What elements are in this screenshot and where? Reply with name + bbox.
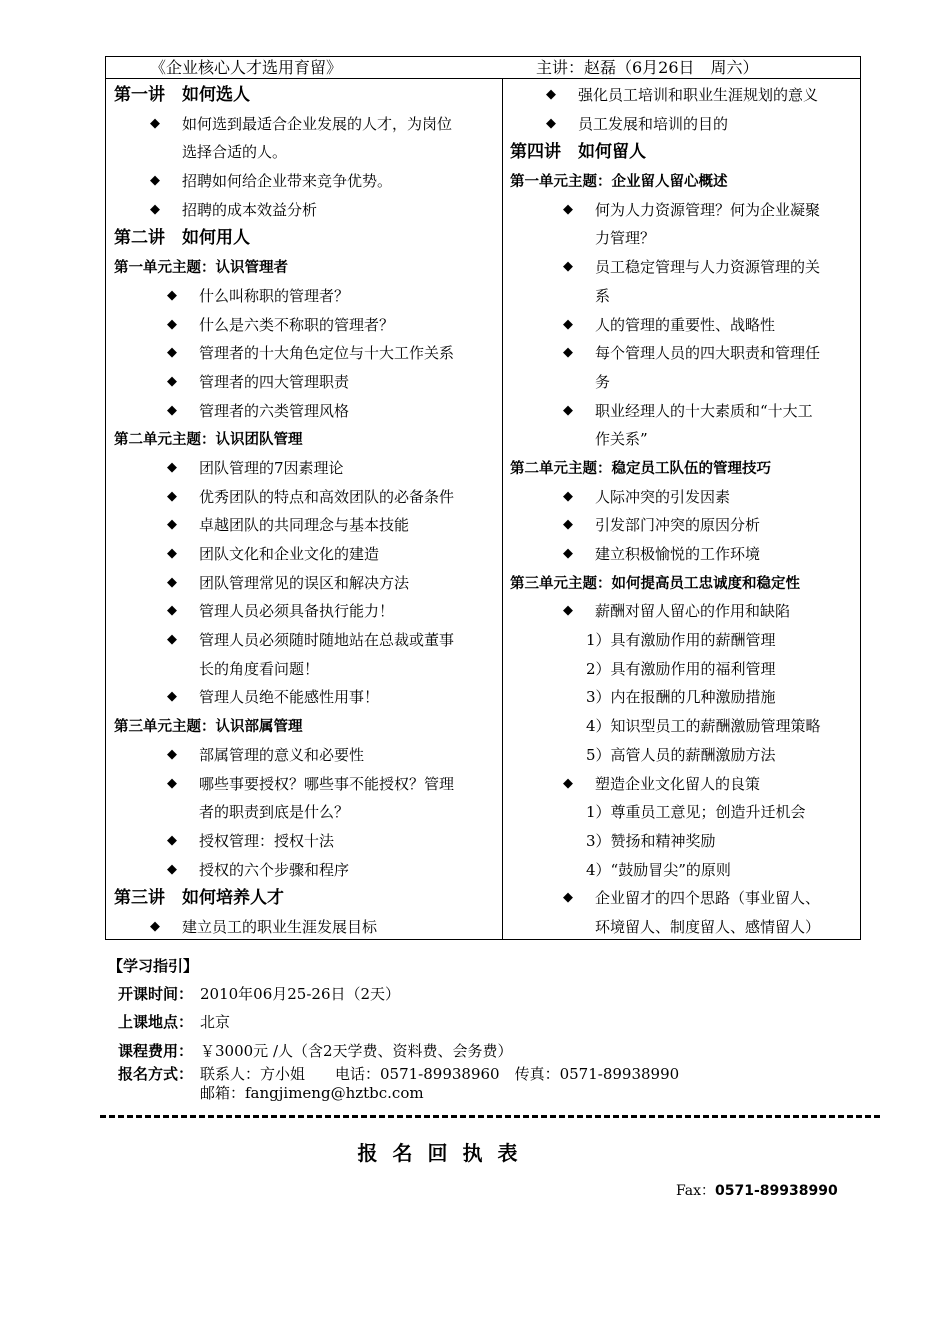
speaker-info: 主讲：赵磊（6月26日 周六）	[536, 58, 759, 77]
list-item	[114, 311, 498, 340]
diamond-bullet-icon: ◆	[167, 746, 177, 762]
diamond-bullet-icon: ◆	[167, 345, 177, 361]
diamond-bullet-icon: ◆	[167, 316, 177, 332]
list-item-text: 团队文化和企业文化的建造	[199, 545, 380, 563]
guide-heading: 【学习指引】	[108, 957, 199, 975]
diamond-bullet-icon: ◆	[167, 459, 177, 475]
list-item-text: 职业经理人的十大素质和“十大工	[595, 401, 813, 420]
diamond-bullet-icon: ◆	[167, 603, 177, 619]
list-item	[114, 454, 498, 483]
list-item	[114, 913, 498, 942]
list-item	[114, 368, 498, 397]
diamond-bullet-icon: ◆	[167, 574, 177, 590]
diamond-bullet-icon: ◆	[167, 775, 177, 791]
list-item	[114, 110, 498, 139]
lecture-title: 第四讲 如何留人	[510, 142, 646, 163]
list-item-text: 招聘如何给企业带来竞争优势。	[182, 172, 393, 191]
list-item-text: 选择合适的人。	[182, 143, 288, 162]
diamond-bullet-icon: ◆	[150, 201, 160, 217]
list-item-continuation	[510, 425, 856, 454]
sub-item-text: 3）赞扬和精神奖励	[586, 831, 716, 850]
sub-item-text: 2）具有激励作用的福利管理	[586, 659, 776, 678]
list-item-text: 何为人力资源管理？何为企业凝聚	[595, 200, 821, 219]
list-item	[510, 770, 856, 799]
list-item-text: 作关系”	[595, 430, 648, 449]
sub-item	[510, 827, 856, 856]
fee-label: 课程费用：	[118, 1042, 194, 1060]
diamond-bullet-icon: ◆	[167, 488, 177, 504]
list-item-text: 建立员工的职业生涯发展目标	[182, 917, 378, 936]
list-item-text: 管理人员绝不能感性用事！	[199, 688, 380, 707]
diamond-bullet-icon: ◆	[563, 546, 573, 561]
list-item	[114, 196, 498, 225]
list-item-continuation	[510, 913, 856, 942]
list-item-continuation	[114, 138, 498, 167]
list-item-text: 员工稳定管理与人力资源管理的关	[595, 258, 821, 277]
list-item	[510, 81, 856, 110]
list-item	[114, 827, 498, 856]
signup-value: 联系人：方小姐 电话：0571-89938960 传真：0571-89938990	[200, 1065, 680, 1083]
sub-item	[510, 626, 856, 655]
unit-heading	[510, 569, 856, 598]
fax-number: 0571-89938990	[715, 1183, 838, 1199]
unit-title: 第二单元主题：稳定员工队伍的管理技巧	[510, 460, 771, 477]
list-item-text: 什么是六类不称职的管理者？	[199, 315, 395, 334]
list-item-continuation	[510, 282, 856, 311]
fee-value: ￥3000元 /人（含2天学费、资料费、会务费）	[200, 1042, 513, 1060]
lecture-title: 第一讲 如何选人	[114, 85, 250, 105]
list-item-text: 优秀团队的特点和高效团队的必备条件	[199, 487, 455, 506]
list-item	[510, 253, 856, 282]
list-item	[114, 339, 498, 368]
cut-line-divider	[100, 1115, 880, 1118]
unit-heading	[114, 253, 498, 282]
lecture-heading	[510, 138, 856, 167]
list-item-text: 人的管理的重要性、战略性	[595, 315, 776, 334]
list-item	[114, 167, 498, 196]
list-item-text: 务	[595, 372, 611, 391]
list-item-continuation	[510, 368, 856, 397]
list-item-text: 薪酬对留人留心的作用和缺陷	[595, 602, 791, 621]
list-item-text: 部属管理的意义和必要性	[199, 745, 365, 764]
place-value: 北京	[200, 1013, 231, 1031]
list-item	[510, 511, 856, 540]
list-item-text: 招聘的成本效益分析	[182, 200, 318, 219]
sub-item-text: 5）高管人员的薪酬激励方法	[586, 745, 776, 764]
sub-item-text: 4）知识型员工的薪酬激励管理策略	[586, 717, 821, 736]
list-item-continuation	[114, 655, 498, 684]
time-label: 开课时间：	[118, 985, 194, 1003]
list-item	[510, 597, 856, 626]
diamond-bullet-icon: ◆	[167, 861, 177, 877]
list-item	[510, 196, 856, 225]
list-item-text: 授权管理：授权十法	[199, 831, 335, 850]
diamond-bullet-icon: ◆	[167, 373, 177, 389]
list-item	[510, 483, 856, 512]
diamond-bullet-icon: ◆	[167, 546, 177, 561]
unit-title: 第三单元主题：如何提高员工忠诚度和稳定性	[510, 575, 800, 592]
email-value: 邮箱：fangjimeng@hztbc.com	[200, 1084, 424, 1102]
course-title: 《企业核心人才选用育留》	[150, 58, 343, 77]
list-item-text: 塑造企业文化留人的良策	[595, 774, 761, 793]
list-item-text: 管理者的十大角色定位与十大工作关系	[199, 344, 455, 363]
diamond-bullet-icon: ◆	[150, 115, 160, 131]
list-item	[510, 110, 856, 139]
list-item-continuation	[510, 224, 856, 253]
sub-item	[510, 683, 856, 712]
diamond-bullet-icon: ◆	[563, 603, 573, 619]
diamond-bullet-icon: ◆	[563, 316, 573, 332]
lecture-heading	[114, 224, 498, 253]
list-item	[510, 339, 856, 368]
list-item	[114, 569, 498, 598]
sub-item	[510, 856, 856, 885]
unit-title: 第二单元主题：认识团队管理	[114, 432, 303, 449]
list-item	[114, 511, 498, 540]
diamond-bullet-icon: ◆	[546, 87, 556, 102]
diamond-bullet-icon: ◆	[563, 488, 573, 504]
sub-item	[510, 712, 856, 741]
unit-title: 第三单元主题：认识部属管理	[114, 719, 303, 736]
diamond-bullet-icon: ◆	[563, 517, 573, 533]
diamond-bullet-icon: ◆	[563, 402, 573, 418]
sub-item-text: 1）尊重员工意见；创造升迁机会	[586, 803, 806, 822]
list-item-text: 人际冲突的引发因素	[595, 487, 731, 506]
list-item-text: 团队管理的7因素理论	[199, 458, 344, 477]
list-item-text: 建立积极愉悦的工作环境	[595, 545, 761, 563]
list-item	[510, 311, 856, 340]
right-column	[510, 81, 856, 942]
list-item	[114, 597, 498, 626]
diamond-bullet-icon: ◆	[167, 402, 177, 418]
list-item-text: 如何选到最适合企业发展的人才，为岗位	[182, 114, 453, 133]
diamond-bullet-icon: ◆	[563, 345, 573, 361]
list-item-text: 长的角度看问题！	[199, 659, 320, 678]
list-item	[114, 540, 498, 569]
list-item-text: 哪些事要授权？哪些事不能授权？管理	[199, 774, 455, 793]
list-item-text: 管理者的四大管理职责	[199, 372, 350, 391]
list-item-text: 团队管理常见的误区和解决方法	[199, 573, 410, 592]
list-item	[114, 626, 498, 655]
unit-heading	[510, 167, 856, 196]
lecture-heading	[114, 884, 498, 913]
sub-item	[510, 798, 856, 827]
list-item	[114, 770, 498, 799]
list-item-continuation	[114, 798, 498, 827]
table-column-divider	[502, 78, 503, 940]
diamond-bullet-icon: ◆	[167, 632, 177, 648]
list-item-text: 什么叫称职的管理者？	[199, 286, 350, 305]
list-item-text: 管理人员必须随时随地站在总裁或董事	[199, 631, 455, 650]
list-item-text: 力管理？	[595, 229, 656, 248]
unit-title: 第一单元主题：企业留人留心概述	[510, 174, 728, 191]
fax-line	[676, 1180, 838, 1200]
sub-item	[510, 741, 856, 770]
list-item-text: 管理人员必须具备执行能力！	[199, 602, 395, 621]
diamond-bullet-icon: ◆	[167, 689, 177, 705]
unit-heading	[510, 454, 856, 483]
time-value: 2010年06月25-26日（2天）	[200, 985, 401, 1003]
diamond-bullet-icon: ◆	[150, 918, 160, 934]
lecture-title: 第三讲 如何培养人才	[114, 888, 284, 909]
list-item-text: 授权的六个步骤和程序	[199, 860, 350, 879]
list-item-text: 环境留人、制度留人、感情留人）	[595, 917, 821, 936]
list-item-text: 引发部门冲突的原因分析	[595, 516, 761, 535]
unit-heading	[114, 712, 498, 741]
list-item	[114, 856, 498, 885]
sub-item	[510, 655, 856, 684]
list-item-text: 系	[595, 286, 611, 305]
diamond-bullet-icon: ◆	[150, 173, 160, 189]
sub-item-text: 1）具有激励作用的薪酬管理	[586, 631, 776, 650]
sub-item-text: 3）内在报酬的几种激励措施	[586, 688, 776, 707]
diamond-bullet-icon: ◆	[167, 287, 177, 303]
list-item	[114, 397, 498, 426]
diamond-bullet-icon: ◆	[563, 201, 573, 217]
list-item	[114, 483, 498, 512]
left-column	[114, 81, 498, 942]
fax-label: Fax：	[676, 1183, 716, 1199]
diamond-bullet-icon: ◆	[563, 890, 573, 906]
list-item	[510, 540, 856, 569]
sub-item-text: 4）“鼓励冒尖”的原则	[586, 860, 731, 879]
list-item	[114, 683, 498, 712]
list-item-text: 卓越团队的共同理念与基本技能	[199, 516, 410, 535]
list-item-text: 每个管理人员的四大职责和管理任	[595, 344, 821, 363]
list-item-text: 者的职责到底是什么？	[199, 803, 350, 822]
unit-title: 第一单元主题：认识管理者	[114, 260, 288, 277]
diamond-bullet-icon: ◆	[167, 517, 177, 533]
list-item-text: 员工发展和培训的目的	[578, 114, 729, 133]
list-item-text: 企业留才的四个思路（事业留人、	[595, 889, 821, 908]
list-item	[114, 282, 498, 311]
diamond-bullet-icon: ◆	[563, 775, 573, 791]
list-item-text: 强化员工培训和职业生涯规划的意义	[578, 86, 819, 104]
diamond-bullet-icon: ◆	[546, 115, 556, 131]
diamond-bullet-icon: ◆	[167, 832, 177, 848]
list-item	[510, 884, 856, 913]
list-item-text: 管理者的六类管理风格	[199, 401, 350, 420]
receipt-title: 报名回执表	[357, 1141, 533, 1165]
lecture-heading	[114, 81, 498, 110]
place-label: 上课地点：	[118, 1013, 194, 1031]
list-item	[510, 397, 856, 426]
diamond-bullet-icon: ◆	[563, 259, 573, 275]
list-item	[114, 741, 498, 770]
lecture-title: 第二讲 如何用人	[114, 228, 250, 249]
unit-heading	[114, 425, 498, 454]
signup-label: 报名方式：	[118, 1065, 194, 1083]
